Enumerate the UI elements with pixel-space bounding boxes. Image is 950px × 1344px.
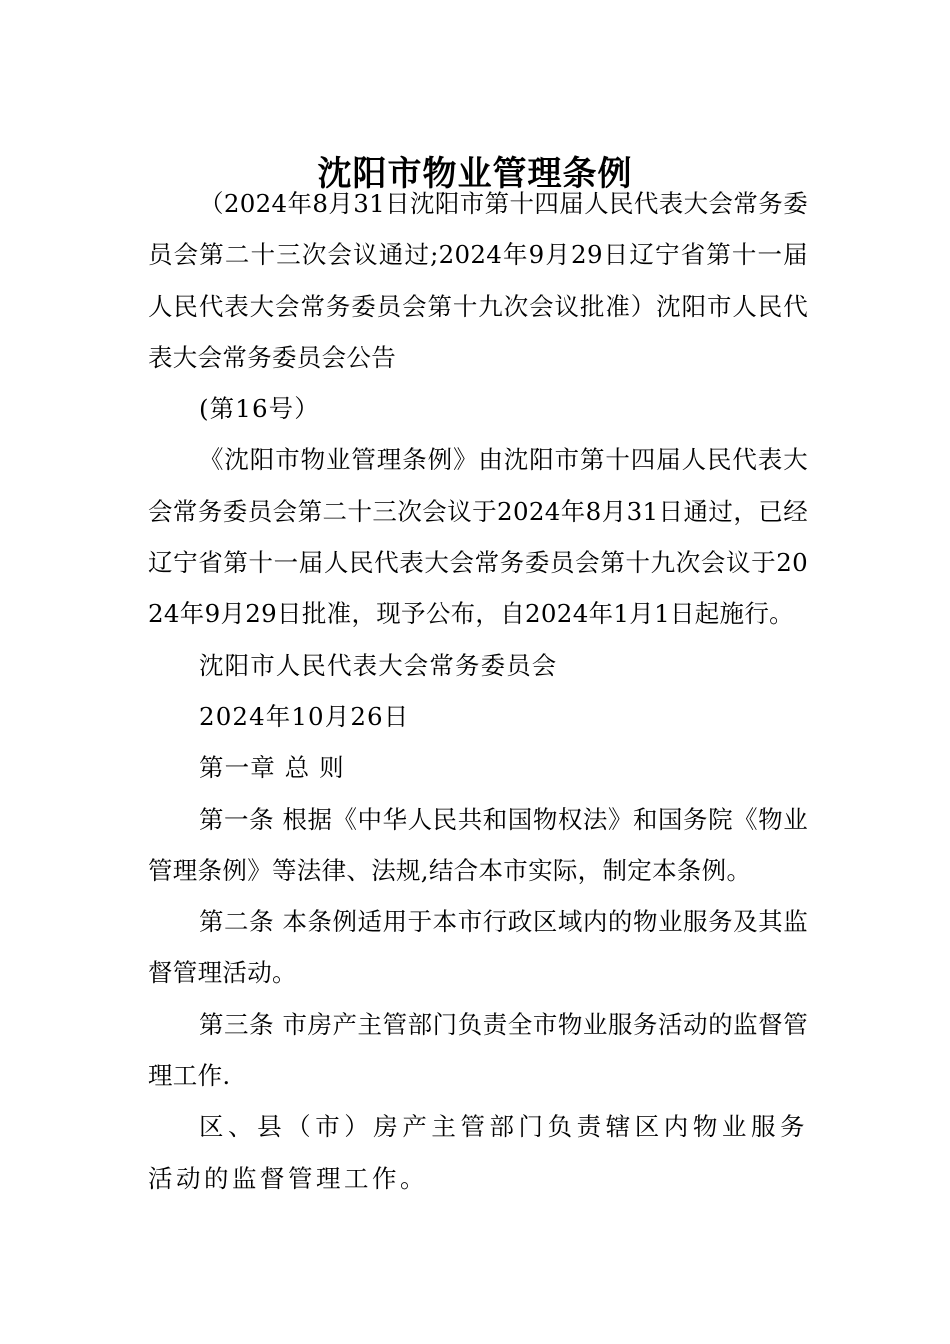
paragraph-adoption-note: （2024年8月31日沈阳市第十四届人民代表大会常务委员会第二十三次会议通过;2024年9月29日辽宁省第十一届人民代表大会常务委员会第十九次会议批准）沈阳市人民代表大会常务委员会公告 bbox=[148, 189, 808, 372]
article-3: 第三条 市房产主管部门负责全市物业服务活动的监督管理工作. bbox=[148, 1009, 808, 1091]
document-body bbox=[148, 178, 808, 1204]
article-3-clause-2: 区、县（市）房产主管部门负责辖区内物业服务活动的监督管理工作。 bbox=[148, 1112, 808, 1193]
paragraph-announcement-text: 《沈阳市物业管理条例》由沈阳市第十四届人民代表大会常务委员会第二十三次会议于2024年8月31日通过，已经辽宁省第十一届人民代表大会常务委员会第十九次会议于2024年9月29日批准，现予公布，自2024年1月1日起施行。 bbox=[148, 445, 808, 629]
document-title: 沈阳市物业管理条例 bbox=[317, 153, 633, 194]
article-2: 第二条 本条例适用于本市行政区域内的物业服务及其监督管理活动。 bbox=[148, 907, 808, 988]
paragraph-announcement-number: (第16号） bbox=[199, 394, 320, 424]
paragraph-issuer: 沈阳市人民代表大会常务委员会 bbox=[199, 650, 558, 680]
chapter-heading: 第一章 总 则 bbox=[199, 753, 345, 783]
paragraph-issue-date: 2024年10月26日 bbox=[199, 701, 410, 731]
article-1: 第一条 根据《中华人民共和国物权法》和国务院《物业管理条例》等法律、法规,结合本市实际，制定本条例。 bbox=[148, 804, 808, 885]
